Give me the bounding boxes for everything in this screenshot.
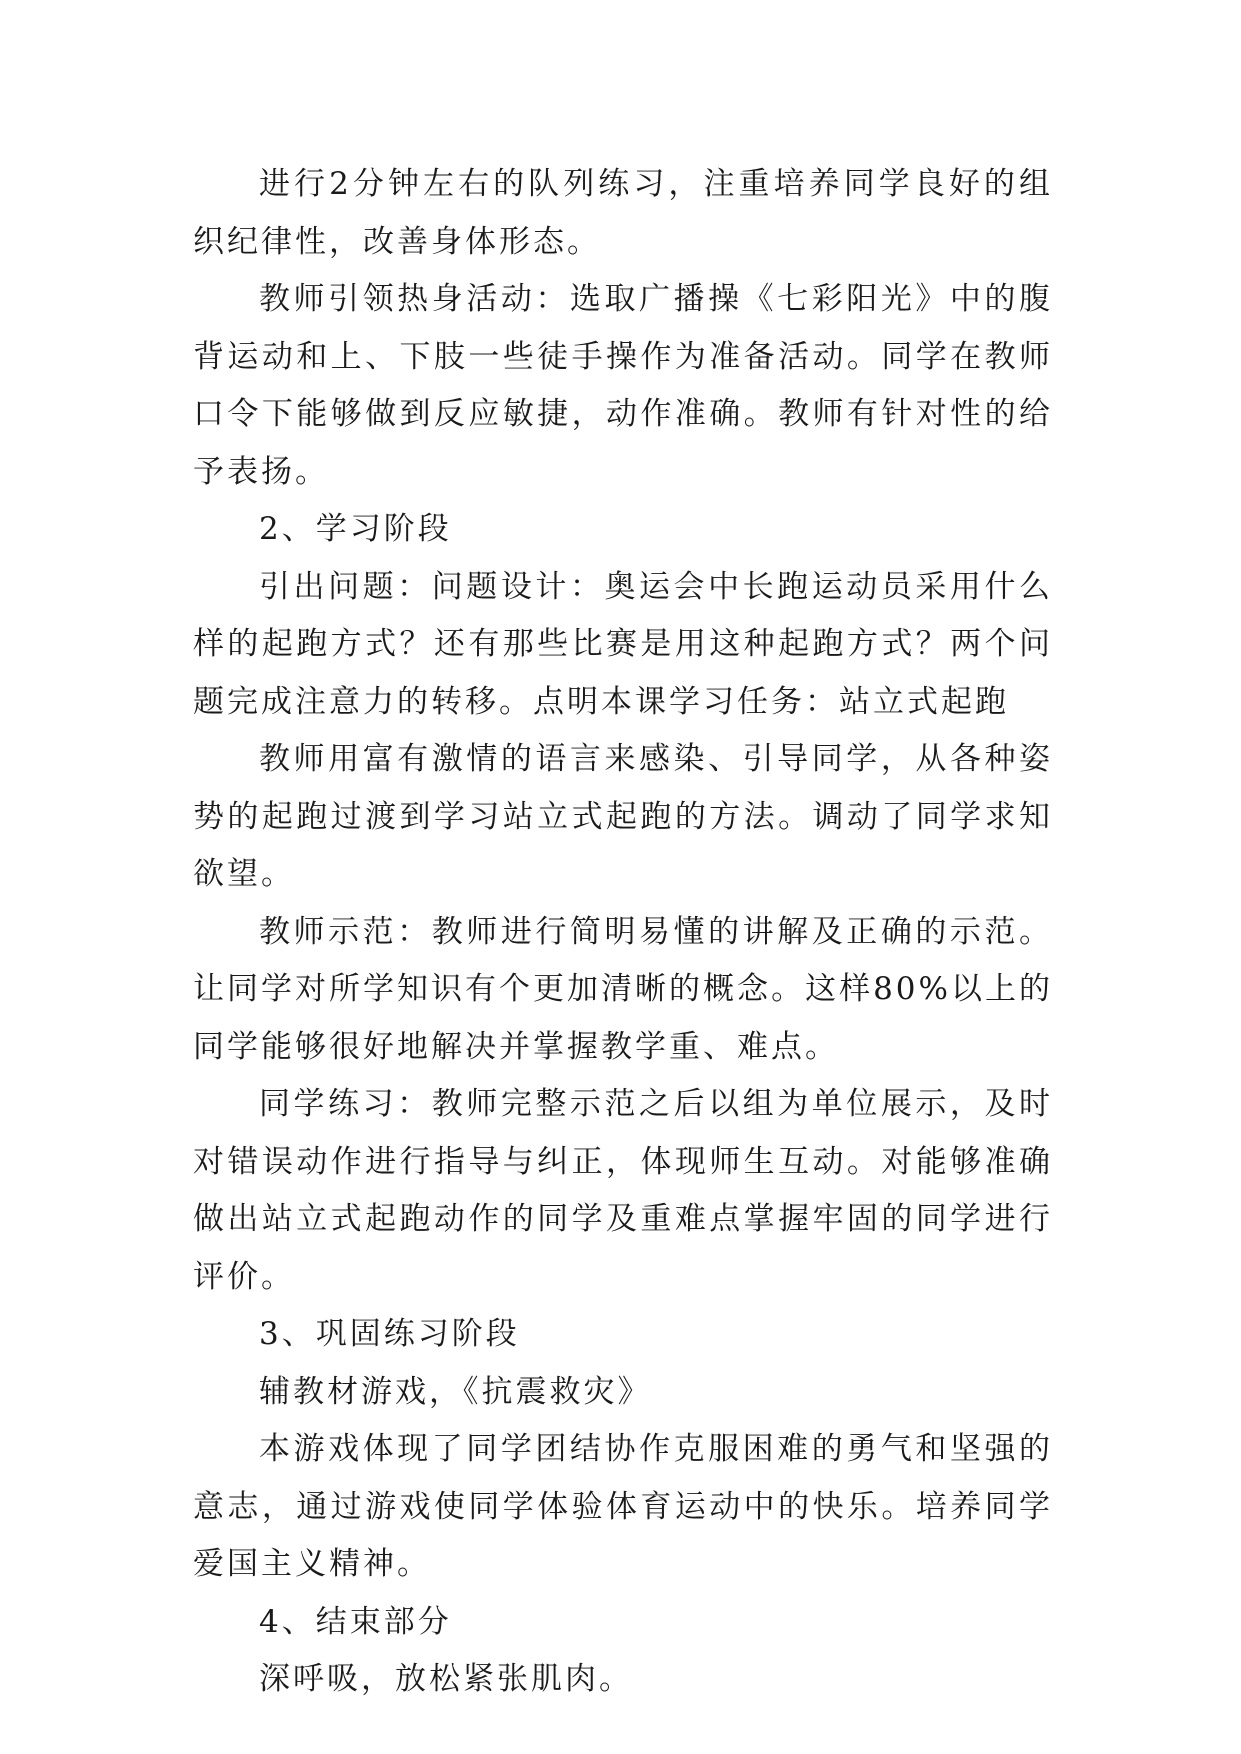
paragraph-teacher-guidance: 教师用富有激情的语言来感染、引导同学，从各种姿势的起跑过渡到学习站立式起跑的方法。调动了同学求知欲望。 [193, 741, 1053, 892]
paragraph-game-description: 本游戏体现了同学团结协作克服困难的勇气和坚强的意志，通过游戏使同学体验体育运动中的快乐。培养同学爱国主义精神。 [193, 1431, 1053, 1582]
paragraph-student-practice: 同学练习：教师完整示范之后以组为单位展示，及时对错误动作进行指导与纠正，体现师生互动。对能够准确做出站立式起跑动作的同学及重难点掌握牢固的同学进行评价。 [193, 1086, 1053, 1295]
section-heading-learning: 2、学习阶段 [259, 511, 452, 547]
paragraph-game-title: 辅教材游戏，《抗震救灾》 [259, 1373, 652, 1410]
paragraph-teacher-demo: 教师示范：教师进行简明易懂的讲解及正确的示范。让同学对所学知识有个更加清晰的概念。这样80%以上的同学能够很好地解决并掌握教学重、难点。 [193, 913, 1053, 1065]
paragraph-queue-practice: 进行2分钟左右的队列练习，注重培养同学良好的组织纪律性，改善身体形态。 [193, 166, 1053, 260]
paragraph-warm-up: 教师引领热身活动：选取广播操《七彩阳光》中的腹背运动和上、下肢一些徒手操作为准备活动。同学在教师口令下能够做到反应敏捷，动作准确。教师有针对性的给予表扬。 [193, 281, 1053, 490]
paragraph-relax: 深呼吸，放松紧张肌肉。 [259, 1661, 633, 1697]
section-heading-consolidation: 3、巩固练习阶段 [259, 1316, 520, 1352]
paragraph-introduce-question: 引出问题：问题设计：奥运会中长跑运动员采用什么样的起跑方式？还有那些比赛是用这种起跑方式？两个问题完成注意力的转移。点明本课学习任务：站立式起跑 [193, 568, 1053, 720]
section-heading-ending: 4、结束部分 [259, 1603, 452, 1640]
document-body [193, 156, 1053, 1709]
